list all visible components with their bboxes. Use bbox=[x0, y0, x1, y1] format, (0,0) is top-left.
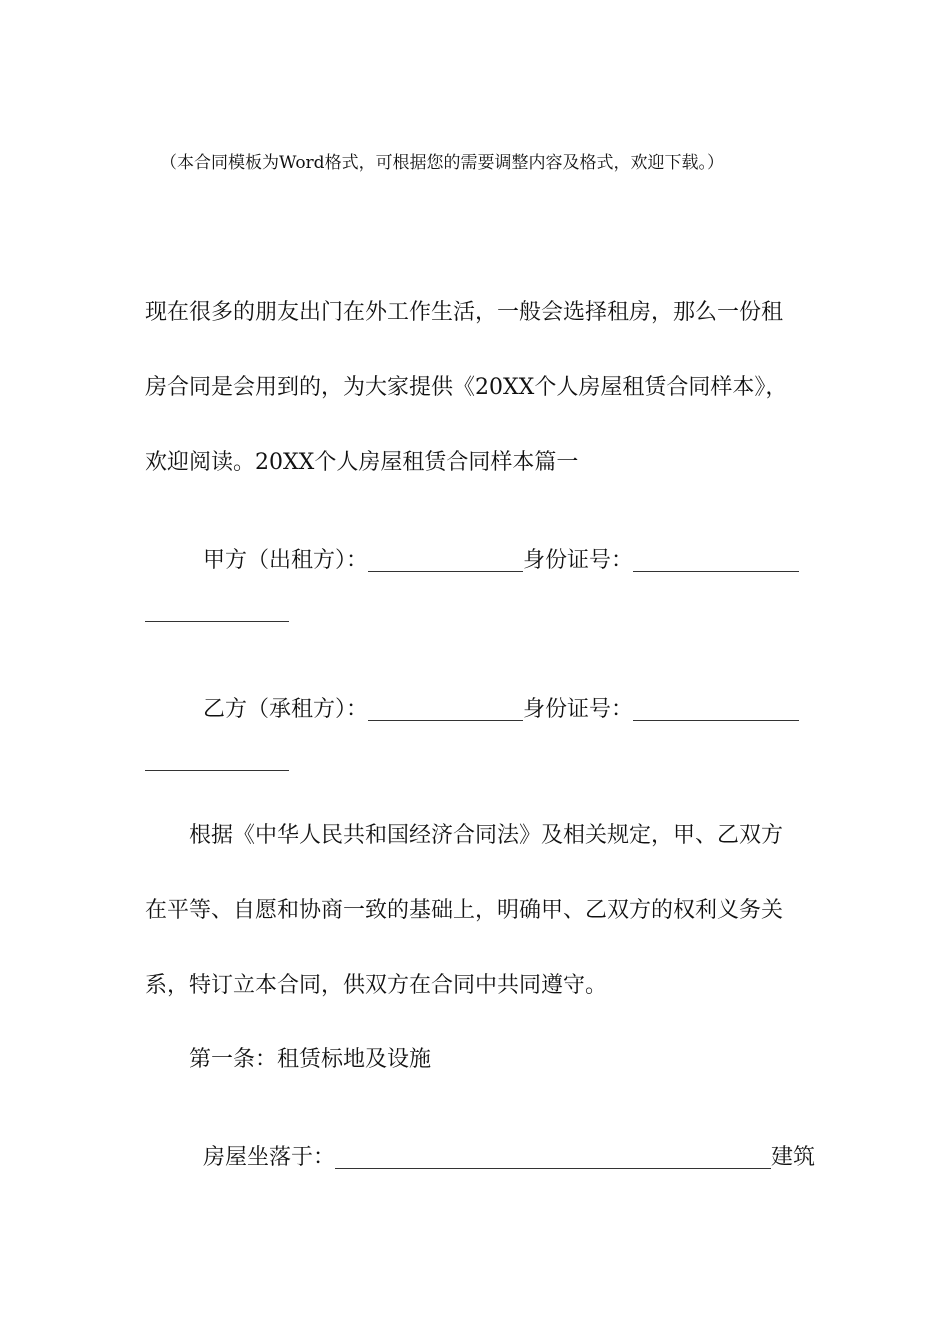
location-row bbox=[189, 1124, 815, 1169]
party-b-id-field-continued[interactable] bbox=[145, 770, 289, 771]
party-b-row bbox=[189, 676, 799, 721]
basis-line-2: 在平等、自愿和协商一致的基础上，明确甲、乙双方的权利义务关 bbox=[145, 898, 784, 923]
party-b-id-label: 身份证号： bbox=[523, 697, 634, 722]
party-a-id-field-continued[interactable] bbox=[145, 621, 289, 622]
party-a-label: 甲方（出租方）： bbox=[203, 548, 369, 573]
location-suffix: 建筑 bbox=[771, 1145, 816, 1170]
party-a-id-field[interactable] bbox=[633, 549, 799, 572]
article-1-title: 第一条：租赁标地及设施 bbox=[189, 1047, 432, 1072]
intro-line-2: 房合同是会用到的，为大家提供《20XX个人房屋租赁合同样本》， bbox=[145, 375, 788, 400]
party-a-name-field[interactable] bbox=[368, 549, 523, 572]
party-a-id-label: 身份证号： bbox=[523, 548, 634, 573]
party-a-row bbox=[189, 527, 799, 572]
party-b-name-field[interactable] bbox=[368, 698, 523, 721]
location-field[interactable] bbox=[335, 1146, 771, 1169]
intro-line-1: 现在很多的朋友出门在外工作生活，一般会选择租房，那么一份租 bbox=[145, 300, 784, 325]
intro-line-3: 欢迎阅读。20XX个人房屋租赁合同样本篇一 bbox=[145, 450, 579, 475]
basis-line-1: 根据《中华人民共和国经济合同法》及相关规定，甲、乙双方 bbox=[189, 823, 784, 848]
header-note: （本合同模板为Word格式，可根据您的需要调整内容及格式，欢迎下载。） bbox=[160, 153, 725, 173]
party-b-id-field[interactable] bbox=[633, 698, 799, 721]
basis-line-3: 系，特订立本合同，供双方在合同中共同遵守。 bbox=[145, 973, 608, 998]
location-label: 房屋坐落于： bbox=[203, 1145, 336, 1170]
party-b-label: 乙方（承租方）： bbox=[203, 697, 369, 722]
